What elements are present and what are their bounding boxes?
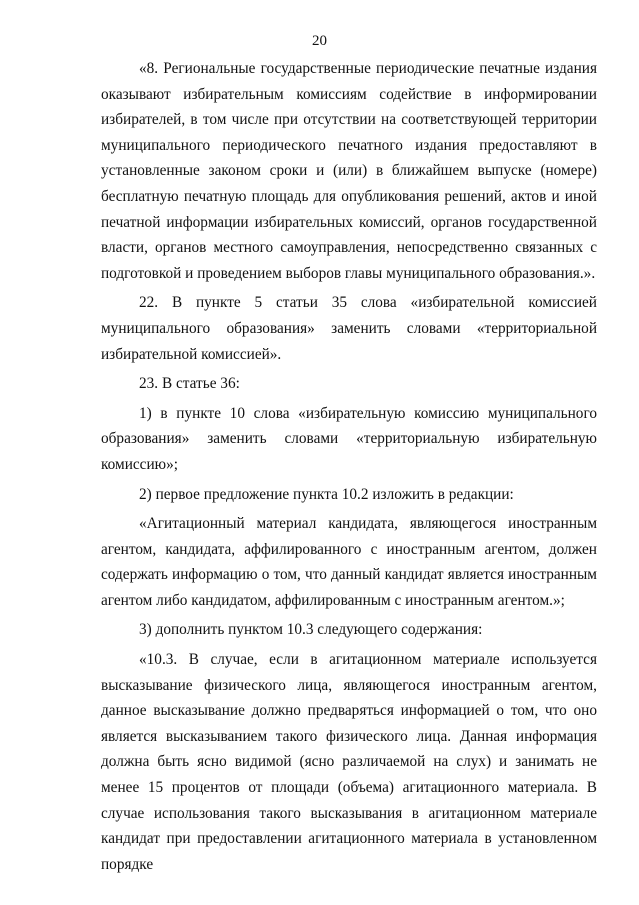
- page-number: 20: [312, 33, 327, 49]
- paragraph-item-22: 22. В пункте 5 статьи 35 слова «избирательной комиссией муниципального образования» заменить словами «территориальной избирательной комиссией».: [101, 294, 597, 363]
- paragraph-item-23-3-quote: «10.3. В случае, если в агитационном материале используется высказывание физического лица, являющегося иностранным агентом, данное высказывание должно предваряться информацией о том, что оно является высказыванием такого физического лица. Данная информация должна быть ясно видимой (ясно различаемой на слух) и занимать не менее 15 процентов от площади (объема) агитационного материала. В случае использования такого высказывания в агитационном материале кандидат при предоставлении агитационного материала в установленном порядке: [101, 651, 597, 873]
- paragraph-item-23-3: 3) дополнить пунктом 10.3 следующего содержания:: [139, 621, 483, 639]
- paragraph-item-23-2: 2) первое предложение пункта 10.2 изложить в редакции:: [139, 485, 514, 503]
- paragraph-8-quote: «8. Региональные государственные периодические печатные издания оказывают избирательным комиссиям содействие в информировании избирателей, в том числе при отсутствии на соответствующей территории муниципального периодического печатного издания предоставляют в установленные законом сроки и (или) в ближайшем выпуске (номере) бесплатную печатную площадь для опубликования решений, актов и иной печатной информации избирательных комиссий, органов государственной власти, органов местного самоуправления, непосредственно связанных с подготовкой и проведением выборов главы муниципального образования.».: [101, 60, 597, 282]
- paragraph-item-23-2-quote: «Агитационный материал кандидата, являющегося иностранным агентом, кандидата, аффилированного с иностранным агентом, должен содержать информацию о том, что данный кандидат является иностранным агентом либо кандидатом, аффилированным с иностранным агентом.»;: [101, 515, 597, 609]
- paragraph-item-23-1: 1) в пункте 10 слова «избирательную комиссию муниципального образования» заменить словами «территориальную избирательную комиссию»;: [101, 404, 597, 473]
- paragraph-item-23: 23. В статье 36:: [139, 375, 240, 393]
- document-body: [101, 56, 597, 881]
